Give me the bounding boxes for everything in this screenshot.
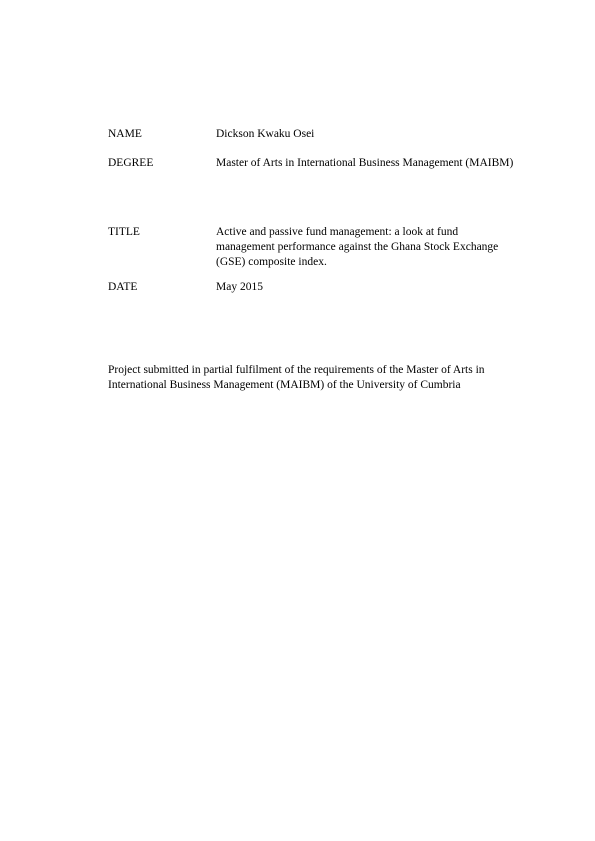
date-label: DATE [108, 281, 138, 293]
degree-value: Master of Arts in International Business Management (MAIBM) [216, 157, 514, 169]
title-value: Active and passive fund management: a look at fund management performance against the Ghana Stock Exchange (GSE) composite index. [216, 226, 499, 268]
name-value: Dickson Kwaku Osei [216, 128, 315, 140]
date-value: May 2015 [216, 281, 263, 293]
title-label: TITLE [108, 226, 140, 238]
name-label: NAME [108, 128, 142, 140]
submission-statement: Project submitted in partial fulfilment of the requirements of the Master of Arts in International Business Management (MAIBM) of the University of Cumbria [108, 364, 485, 391]
degree-label: DEGREE [108, 157, 154, 169]
